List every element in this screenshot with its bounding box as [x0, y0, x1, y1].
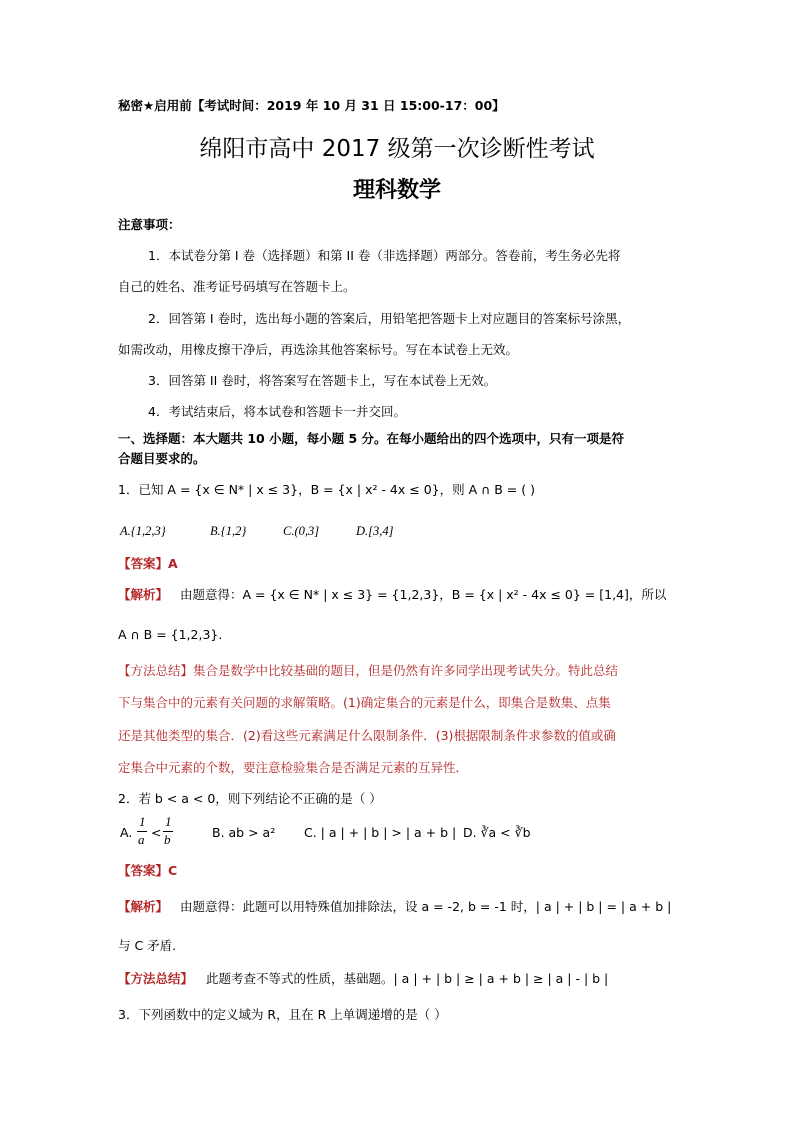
q1-option-a: A.{1,2,3}	[120, 524, 166, 538]
q2-summary-label: 【方法总结】	[118, 971, 194, 986]
exam-title: 绵阳市高中 2017 级第一次诊断性考试	[199, 136, 595, 162]
q2-option-b: B. ab > a²	[212, 825, 276, 840]
q1-analysis-label: 【解析】	[118, 587, 169, 602]
q2-text: 2．若 b < a < 0，则下列结论不正确的是（ ）	[118, 791, 382, 806]
q2-analysis: 由题意得：此题可以用特殊值加排除法，设 a = -2, b = -1 时，| a | + | b | = | a + b |	[180, 899, 672, 914]
q1-text: 1．已知 A = {x ∈ N* | x ≤ 3}，B = {x | x² - 4x ≤ 0}，则 A ∩ B = ( )	[118, 482, 535, 497]
note-item-2-cont: 如需改动，用橡皮擦干净后，再选涂其他答案标号。写在本试卷上无效。	[118, 342, 519, 357]
q1-summary-4: 定集合中元素的个数，要注意检验集合是否满足元素的互异性．	[118, 760, 469, 775]
q2-analysis-cont: 与 C 矛盾.	[118, 938, 177, 953]
q2-option-a-den2: b	[164, 832, 171, 847]
q2-analysis-label: 【解析】	[118, 899, 169, 914]
q1-analysis-cont: A ∩ B = {1,2,3}.	[118, 627, 223, 642]
q1-option-d: D.[3,4]	[356, 524, 394, 538]
note-item-1: 1．本试卷分第 I 卷（选择题）和第 II 卷（非选择题）两部分。答卷前，考生务必先将	[148, 248, 621, 263]
q3-text: 3．下列函数中的定义域为 R，且在 R 上单调递增的是（ ）	[118, 1007, 447, 1022]
q1-option-b: B.{1,2}	[210, 524, 247, 538]
q2-summary: 此题考查不等式的性质，基础题。| a | + | b | ≥ | a + b | ≥ | a | - | b |	[206, 971, 609, 986]
note-item-4: 4．考试结束后，将本试卷和答题卡一并交回。	[148, 404, 406, 419]
note-item-2: 2．回答第 I 卷时，选出每小题的答案后，用铅笔把答题卡上对应题目的答案标号涂黑，	[148, 311, 631, 326]
q1-analysis: 由题意得：A = {x ∈ N* | x ≤ 3} = {1,2,3}，B = {x | x² - 4x ≤ 0} = [1,4]，所以	[180, 587, 667, 602]
q2-option-a-lt: <	[151, 825, 162, 840]
q2-option-d: D. ∛a < ∛b	[463, 825, 531, 840]
q2-option-a-num2: 1	[165, 814, 172, 829]
q1-option-c: C.(0,3]	[283, 524, 320, 538]
secret-line: 秘密★启用前【考试时间：2019 年 10 月 31 日 15:00-17：00】	[118, 98, 505, 113]
q2-option-a-num1: 1	[139, 814, 146, 829]
notes-heading: 注意事项：	[118, 217, 181, 232]
note-item-1-cont: 自己的姓名、准考证号码填写在答题卡上。	[118, 279, 356, 294]
q1-answer: 【答案】A	[118, 556, 178, 571]
q1-summary-2: 下与集合中的元素有关问题的求解策略。(1)确定集合的元素是什么，即集合是数集、点集	[118, 695, 611, 710]
q2-option-a-label: A.	[120, 825, 133, 840]
note-item-3: 3．回答第 II 卷时，将答案写在答题卡上，写在本试卷上无效。	[148, 373, 497, 388]
q2-option-a-den1: a	[138, 832, 145, 847]
section-heading: 一、选择题：本大题共 10 小题，每小题 5 分。在每小题给出的四个选项中，只有一项是符	[118, 431, 625, 446]
exam-subtitle: 理科数学	[352, 178, 441, 203]
section-heading-cont: 合题目要求的。	[118, 451, 206, 466]
q2-answer: 【答案】C	[118, 863, 178, 878]
q1-summary-1: 【方法总结】集合是数学中比较基础的题目，但是仍然有许多同学出现考试失分。特此总结	[118, 663, 619, 678]
q2-option-c: C. | a | + | b | > | a + b |	[304, 825, 457, 840]
q1-summary-3: 还是其他类型的集合．(2)看这些元素满足什么限制条件．(3)根据限制条件求参数的值或确	[118, 728, 616, 743]
